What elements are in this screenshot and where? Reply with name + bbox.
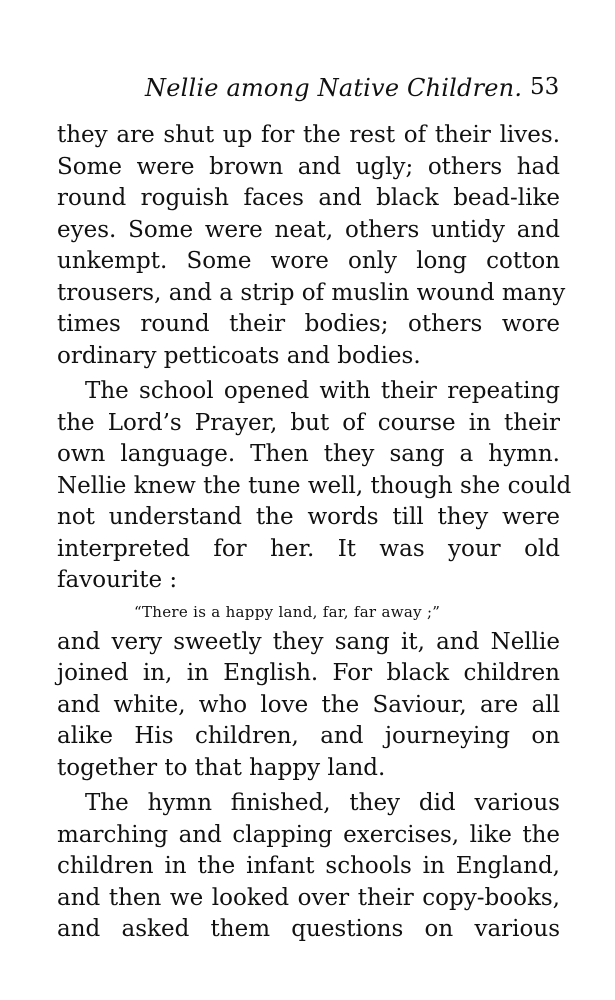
running-head-title: Nellie among Native Children. (145, 74, 523, 102)
text-line: alike His children, and journeying on (57, 723, 560, 749)
hymn-quotation: “There is a happy land, far, far away ;” (134, 602, 441, 621)
text-line: marching and clapping exercises, like the (57, 821, 560, 848)
body-text (57, 120, 572, 946)
text-line: they are shut up for the rest of their lives. (57, 122, 560, 148)
paragraph (57, 627, 560, 785)
text-line: Nellie knew the tune well, though she could (57, 472, 572, 499)
text-line: unkempt. Some wore only long cotton (57, 248, 560, 274)
text-line: favourite : (57, 567, 178, 593)
text-line: and very sweetly they sang it, and Nellie (57, 628, 560, 655)
paragraph (57, 120, 566, 372)
text-line: together to that happy land. (57, 754, 386, 781)
text-line: The school opened with their repeating (85, 378, 560, 404)
text-line: and then we looked over their copy-books, (57, 884, 560, 911)
text-line: eyes. Some were neat, others untidy and (57, 216, 560, 243)
text-line: Some were brown and ugly; others had (57, 153, 560, 180)
text-line: and white, who love the Saviour, are all (57, 691, 560, 718)
text-line: own language. Then they sang a hymn. (57, 441, 560, 467)
paragraph (57, 376, 572, 597)
text-line: the Lord’s Prayer, but of course in their (57, 409, 560, 436)
text-line: interpreted for her. It was your old (57, 535, 560, 562)
paragraph (57, 788, 560, 946)
running-head (0, 74, 615, 110)
text-line: trousers, and a strip of muslin wound many (57, 279, 566, 306)
text-line: round roguish faces and black bead-like (57, 185, 560, 211)
text-line: joined in, in English. For black children (57, 660, 560, 686)
text-line: and asked them questions on various (57, 916, 560, 942)
text-line: The hymn finished, they did various (85, 790, 560, 816)
text-line: not understand the words till they were (57, 504, 560, 530)
text-line: children in the infant schools in England, (57, 853, 560, 879)
page-number: 53 (530, 74, 560, 100)
text-line: times round their bodies; others wore (57, 311, 560, 337)
text-line: ordinary petticoats and bodies. (57, 342, 421, 369)
